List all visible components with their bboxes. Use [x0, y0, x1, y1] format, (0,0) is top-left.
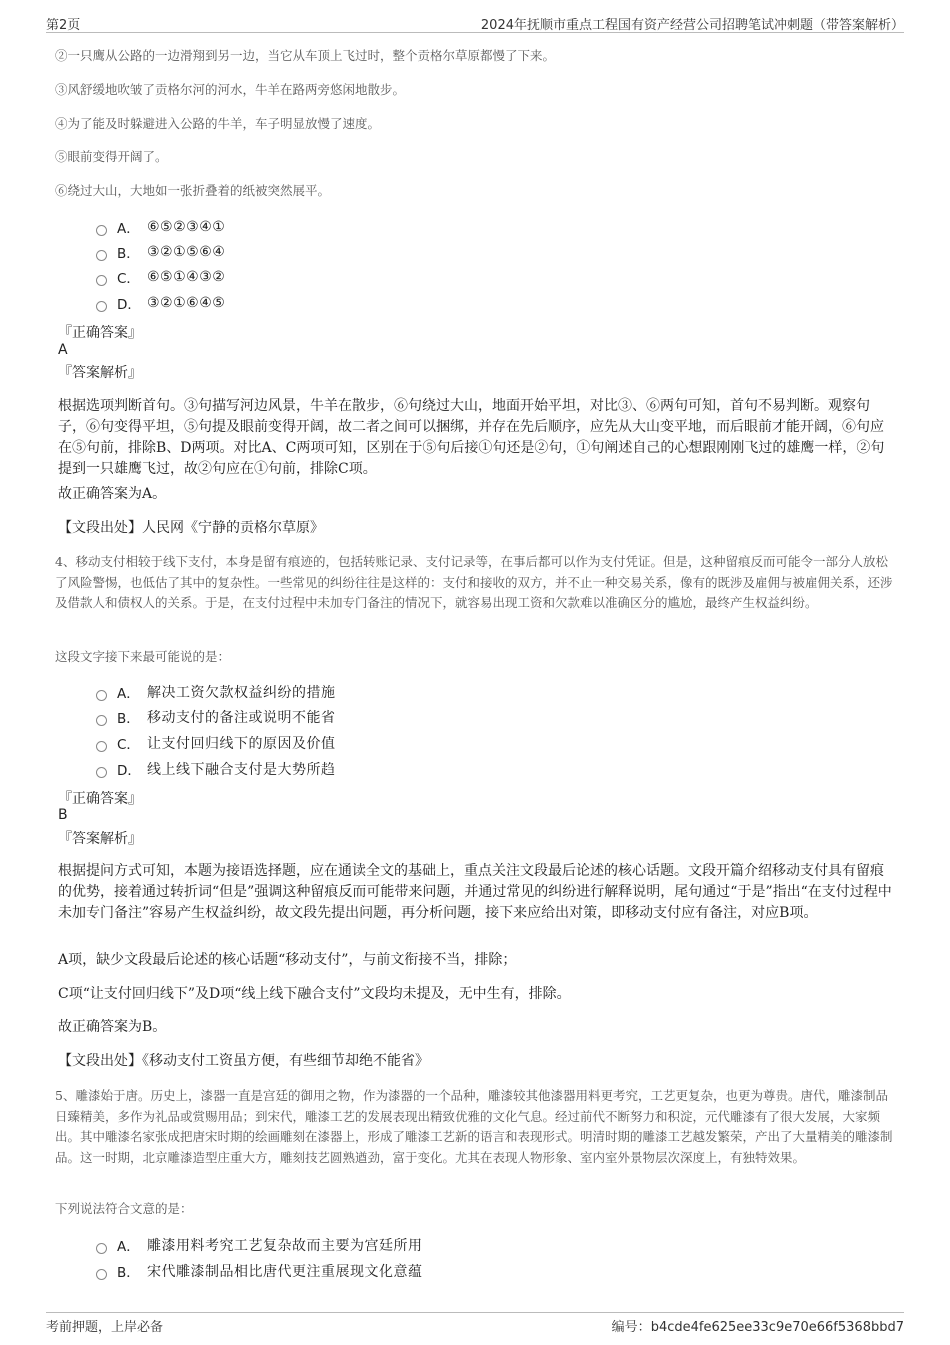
code-value: b4cde4fe625ee33c9e70e66f5368bbd7 [650, 1320, 904, 1335]
analysis-note-a: A项，缺少文段最后论述的核心话题“移动支付”，与前文衔接不当，排除； [58, 952, 517, 968]
radio-icon[interactable] [96, 250, 107, 261]
sentence-2: ②一只鹰从公路的一边滑翔到另一边，当它从车顶上飞过时，整个贡格尔草原都慢了下来。 [55, 48, 556, 63]
document-code [612, 1316, 904, 1335]
radio-icon[interactable] [96, 741, 107, 752]
page-footer [46, 1312, 904, 1335]
q4-option-b[interactable]: B． 移动支付的备注或说明不能省 [96, 706, 336, 728]
page-header [46, 12, 904, 33]
q5-option-a[interactable]: A． 雕漆用料考究工艺复杂故而主要为宫廷所用 [96, 1234, 423, 1256]
radio-icon[interactable] [96, 275, 107, 286]
q3-option-b[interactable]: B． ③②①⑤⑥④ [96, 241, 225, 263]
q4-option-d[interactable]: D． 线上线下融合支付是大势所趋 [96, 758, 336, 780]
q3-option-c[interactable]: C． ⑥⑤①④③② [96, 266, 225, 288]
radio-icon[interactable] [96, 1243, 107, 1254]
radio-icon[interactable] [96, 767, 107, 778]
sentence-5: ⑤眼前变得开阔了。 [55, 149, 168, 164]
q4-question: 这段文字接下来最可能说的是： [55, 649, 231, 664]
radio-icon[interactable] [96, 225, 107, 236]
q5-option-b[interactable]: B． 宋代雕漆制品相比唐代更注重展现文化意蕴 [96, 1260, 423, 1282]
analysis-label: 『答案解析』 [58, 365, 142, 381]
q3-option-a[interactable]: A． ⑥⑤②③④① [96, 216, 225, 238]
sentence-4: ④为了能及时躲避进入公路的牛羊，车子明显放慢了速度。 [55, 116, 381, 131]
conclusion-text: 故正确答案为A。 [58, 486, 167, 502]
code-label: 编号： [611, 1320, 651, 1335]
q5-question: 下列说法符合文意的是： [55, 1201, 193, 1216]
source-text: 【文段出处】《移动支付工资虽方便，有些细节却绝不能省》 [58, 1053, 429, 1069]
q4-passage: 4、移动支付相较于线下支付，本身是留有痕迹的，包括转账记录、支付记录等，在事后都可以作为支付凭证。但是，这种留痕反而可能令一部分人放松了风险警惕，也低估了其中的复杂性。一些常见的纠纷往往是这样的：支付和接收的双方，并不止一种交易关系，像有的既涉及雇佣与被雇佣关系，还涉及借款人和债权人的关系。于是，在支付过程中未加专门备注的情况下，就容易出现工资和欠款难以准确区分的尴尬，最终产生权益纠纷。 [55, 554, 893, 610]
sentence-3: ③风舒缓地吹皱了贡格尔河的河水，牛羊在路两旁悠闲地散步。 [55, 82, 406, 97]
correct-answer: B [58, 807, 68, 823]
sentence-6: ⑥绕过大山，大地如一张折叠着的纸被突然展平。 [55, 183, 331, 198]
correct-answer: A [58, 342, 68, 358]
q5-passage: 5、雕漆始于唐。历史上，漆器一直是宫廷的御用之物，作为漆器的一个品种，雕漆较其他漆器用料更考究，工艺更复杂，也更为尊贵。唐代，雕漆制品日臻精美，多作为礼品或赏赐用品；到宋代，雕漆工艺的发展表现出精致优雅的文化气息。经过前代不断努力和积淀，元代雕漆有了很大发展，大家频出。其中雕漆名家张成把唐宋时期的绘画雕刻在漆器上，形成了雕漆工艺新的语言和表现形式。明清时期的雕漆工艺越发繁荣，产出了大量精美的雕漆制品。这一时期，北京雕漆造型庄重大方，雕刻技艺圆熟遒劲，富于变化。尤其在表现人物形象、室内室外景物层次深度上，有独特效果。 [55, 1088, 893, 1165]
document-title: 2024年抚顺市重点工程国有资产经营公司招聘笔试冲刺题（带答案解析） [480, 18, 904, 33]
source-text: 【文段出处】人民网《宁静的贡格尔草原》 [58, 520, 324, 536]
radio-icon[interactable] [96, 715, 107, 726]
analysis-note-cd: C项“让支付回归线下”及D项“线上线下融合支付”文段均未提及，无中生有，排除。 [58, 986, 571, 1002]
analysis-label: 『答案解析』 [58, 831, 142, 847]
conclusion-text: 故正确答案为B。 [58, 1019, 167, 1035]
footer-slogan: 考前押题，上岸必备 [46, 1320, 164, 1335]
q3-option-d[interactable]: D． ③②①⑥④⑤ [96, 292, 225, 314]
radio-icon[interactable] [96, 690, 107, 701]
page-number: 第2页 [46, 18, 81, 33]
correct-answer-label: 『正确答案』 [58, 325, 142, 341]
radio-icon[interactable] [96, 301, 107, 312]
radio-icon[interactable] [96, 1269, 107, 1280]
q4-option-c[interactable]: C． 让支付回归线下的原因及价值 [96, 732, 336, 754]
q4-option-a[interactable]: A． 解决工资欠款权益纠纷的措施 [96, 681, 336, 703]
analysis-text: 根据提问方式可知，本题为接语选择题，应在通读全文的基础上，重点关注文段最后论述的核心话题。文段开篇介绍移动支付具有留痕的优势，接着通过转折词“但是”强调这种留痕反而可能带来问题，并通过常见的纠纷进行解释说明，尾句通过“于是”指出“在支付过程中未加专门备注”容易产生权益纠纷，故文段先提出问题，再分析问题，接下来应给出对策，即移动支付应有备注，对应B项。 [58, 863, 892, 921]
correct-answer-label: 『正确答案』 [58, 791, 142, 807]
analysis-text: 根据选项判断首句。③句描写河边风景，牛羊在散步，⑥句绕过大山，地面开始平坦，对比③、⑥两句可知，首句不易判断。观察句子，⑥句变得平坦，⑤句提及眼前变得开阔，故二者之间可以捆绑，并存在先后顺序，应先从大山变平地，而后眼前才能开阔，⑥句应在⑤句前，排除B、D两项。对比A、C两项可知，区别在于⑤句后接①句还是②句，①句阐述自己的心想跟刚刚飞过的雄鹰一样，②句提到一只雄鹰飞过，故②句应在①句前，排除C项。 [58, 398, 885, 477]
